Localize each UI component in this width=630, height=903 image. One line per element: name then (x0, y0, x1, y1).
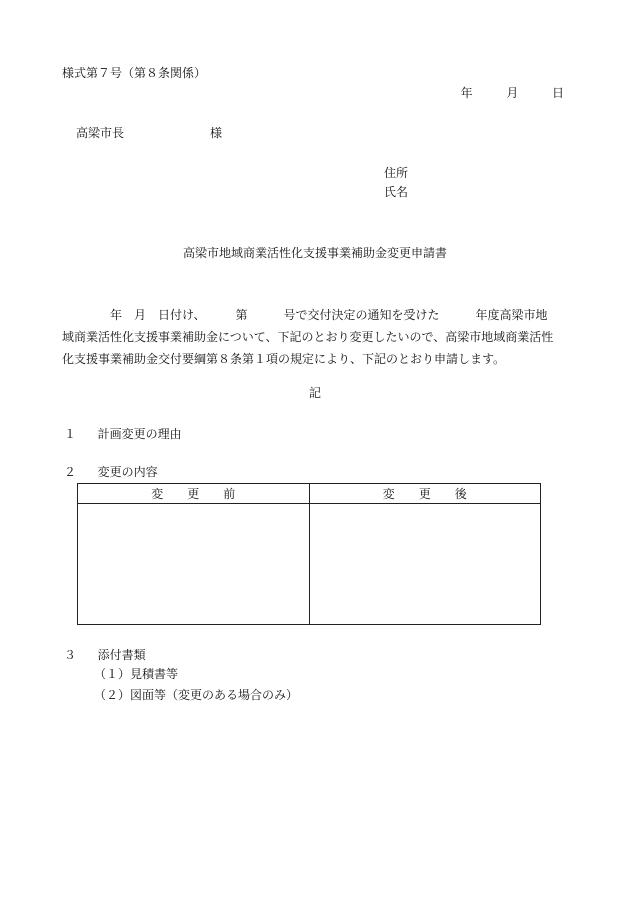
attachment-1-number: （１） (94, 667, 131, 681)
body-text (62, 304, 577, 370)
date-day: 日 (551, 86, 564, 100)
attachment-1-label: 見積書等 (130, 667, 179, 681)
change-table (77, 483, 541, 625)
body-line-2: 域商業活性化支援事業補助金について、下記のとおり変更したいので、高梁市地域商業活性 (62, 330, 554, 344)
section-1-number: １ (64, 427, 77, 441)
document-title: 高梁市地域商業活性化支援事業補助金変更申請書 (182, 246, 447, 260)
address-label: 住所 (384, 166, 409, 180)
addressee-suffix: 様 (210, 126, 223, 140)
before-cell[interactable] (78, 504, 310, 625)
section-1 (64, 428, 182, 440)
section-1-label: 計画変更の理由 (97, 427, 182, 441)
ki-heading: 記 (308, 386, 321, 400)
addressee (76, 127, 222, 139)
before-header: 変 更 前 (78, 484, 310, 504)
body-line-1: 年 月 日付け、 第 号で交付決定の通知を受けた 年度高梁市地 (62, 308, 548, 322)
attachment-item-2 (94, 689, 298, 701)
date-line (461, 87, 564, 99)
attachment-2-number: （２） (94, 688, 131, 702)
section-2-label: 変更の内容 (97, 465, 158, 479)
section-3-number: ３ (64, 648, 77, 662)
attachment-2-label: 図面等（変更のある場合のみ） (130, 688, 299, 702)
section-3-label: 添付書類 (97, 648, 146, 662)
body-line-3: 化支援事業補助金交付要綱第８条第１項の規定により、下記のとおり申請します。 (62, 352, 506, 366)
attachment-item-1 (94, 668, 178, 680)
section-3 (64, 649, 146, 661)
section-2-number: ２ (64, 465, 77, 479)
after-cell[interactable] (309, 504, 541, 625)
after-header: 変 更 後 (309, 484, 541, 504)
name-label: 氏名 (384, 185, 409, 199)
section-2 (64, 466, 158, 478)
date-year: 年 (460, 86, 473, 100)
addressee-name: 高梁市長 (76, 126, 125, 140)
form-number: 様式第７号（第８条関係） (62, 66, 207, 80)
date-month: 月 (506, 86, 519, 100)
